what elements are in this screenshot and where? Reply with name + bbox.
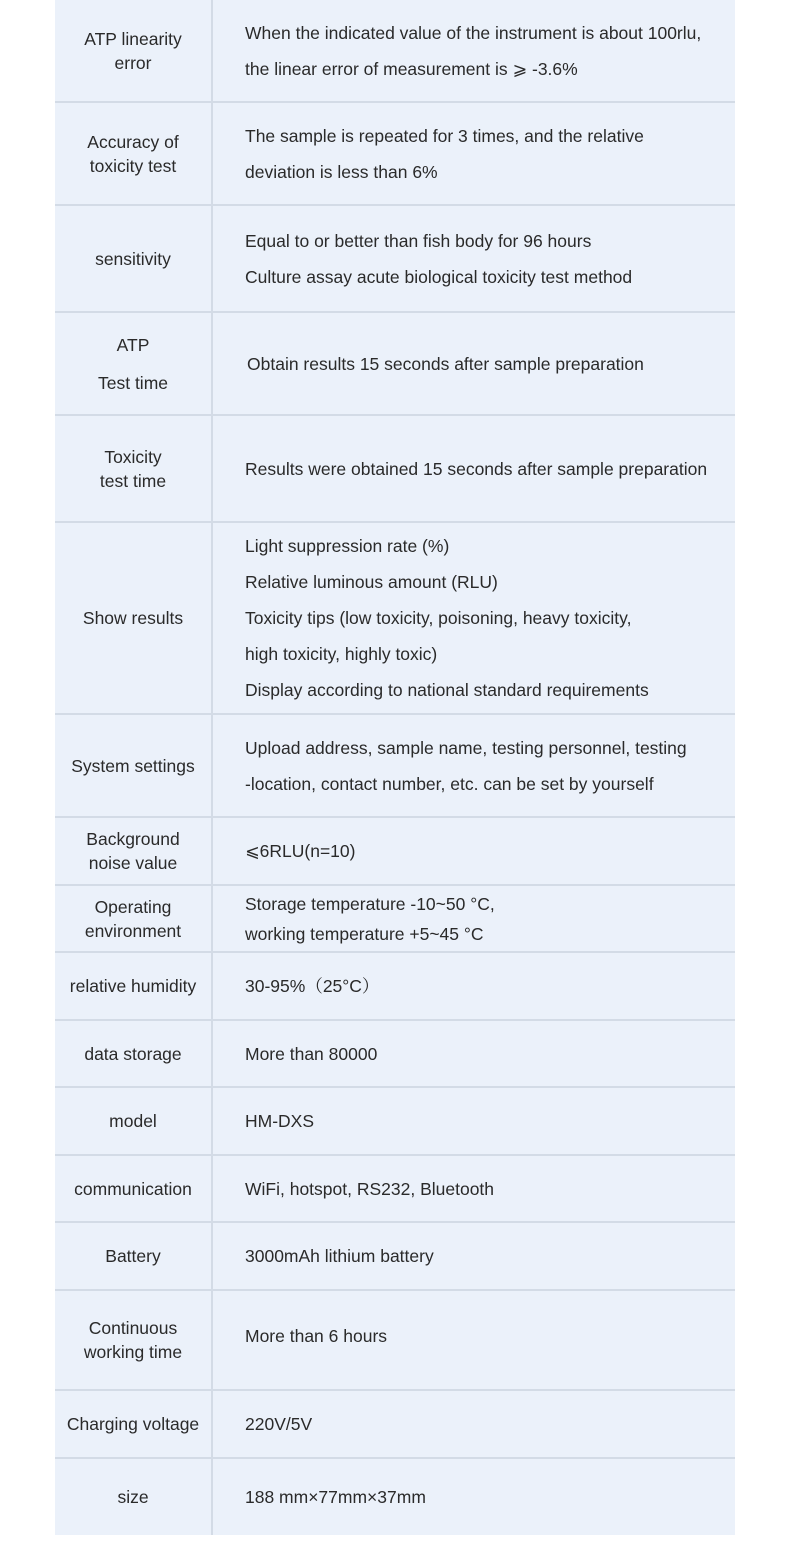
spec-row-communication [55, 1156, 735, 1223]
spec-row-background-noise [55, 818, 735, 886]
spec-label: Battery [55, 1223, 213, 1289]
spec-label: relative humidity [55, 953, 213, 1019]
spec-row-atp-test-time [55, 313, 735, 416]
spec-row-operating-environment [55, 886, 735, 953]
spec-value: More than 6 hours [245, 1326, 388, 1346]
spec-row-size [55, 1459, 735, 1535]
spec-row-toxicity-accuracy [55, 103, 735, 206]
spec-label: size [55, 1459, 213, 1535]
spec-value: ⩽6RLU(n=10) [245, 841, 356, 861]
spec-row-charging-voltage [55, 1391, 735, 1459]
spec-value: Obtain results 15 seconds after sample preparation [247, 353, 644, 374]
spec-label: Show results [55, 523, 213, 713]
spec-row-relative-humidity [55, 953, 735, 1021]
spec-value: More than 80000 [245, 1043, 378, 1064]
spec-label: ATP linearity error [55, 0, 213, 101]
spec-value: HM-DXS [245, 1111, 315, 1131]
spec-value: When the indicated value of the instrument is about 100rlu, the linear error of measurement is ⩾ -3.6% [245, 22, 702, 79]
spec-row-atp-linearity [55, 0, 735, 103]
spec-value: 3000mAh lithium battery [245, 1246, 434, 1266]
spec-value: Light suppression rate (%) Relative luminous amount (RLU) Toxicity tips (low toxicity, poisoning, heavy toxicity, high toxicity, highly toxic) Display according to national standard requirements [245, 536, 649, 700]
spec-row-toxicity-test-time [55, 416, 735, 523]
spec-value: Equal to or better than fish body for 96 hours Culture assay acute biological toxicity test method [245, 230, 633, 287]
spec-value: Results were obtained 15 seconds after sample preparation [245, 458, 708, 479]
spec-label: Background noise value [55, 818, 213, 884]
spec-label: ATP Test time [55, 313, 213, 414]
spec-label: Continuous working time [55, 1291, 213, 1389]
spec-label: Operating environment [55, 886, 213, 951]
spec-label: System settings [55, 715, 213, 816]
spec-value: The sample is repeated for 3 times, and the relative deviation is less than 6% [245, 125, 644, 182]
spec-value: Upload address, sample name, testing personnel, testing -location, contact number, etc. can be set by yourself [245, 737, 687, 794]
spec-label: model [55, 1088, 213, 1154]
spec-label: sensitivity [55, 206, 213, 311]
spec-table [55, 0, 735, 1535]
spec-value: Storage temperature -10~50 °C, working temperature +5~45 °C [245, 893, 495, 944]
spec-label: Charging voltage [55, 1391, 213, 1457]
spec-row-show-results [55, 523, 735, 715]
spec-value: 30-95%（25°C） [245, 976, 380, 996]
spec-row-battery [55, 1223, 735, 1291]
spec-row-working-time [55, 1291, 735, 1391]
spec-value: WiFi, hotspot, RS232, Bluetooth [245, 1178, 495, 1199]
spec-row-sensitivity [55, 206, 735, 313]
spec-label: Toxicity test time [55, 416, 213, 521]
spec-label: Accuracy of toxicity test [55, 103, 213, 204]
spec-value: 188 mm×77mm×37mm [245, 1487, 426, 1507]
spec-row-model [55, 1088, 735, 1156]
spec-label: data storage [55, 1021, 213, 1086]
spec-row-system-settings [55, 715, 735, 818]
spec-label: communication [55, 1156, 213, 1221]
spec-value: 220V/5V [245, 1414, 313, 1434]
spec-row-data-storage [55, 1021, 735, 1088]
